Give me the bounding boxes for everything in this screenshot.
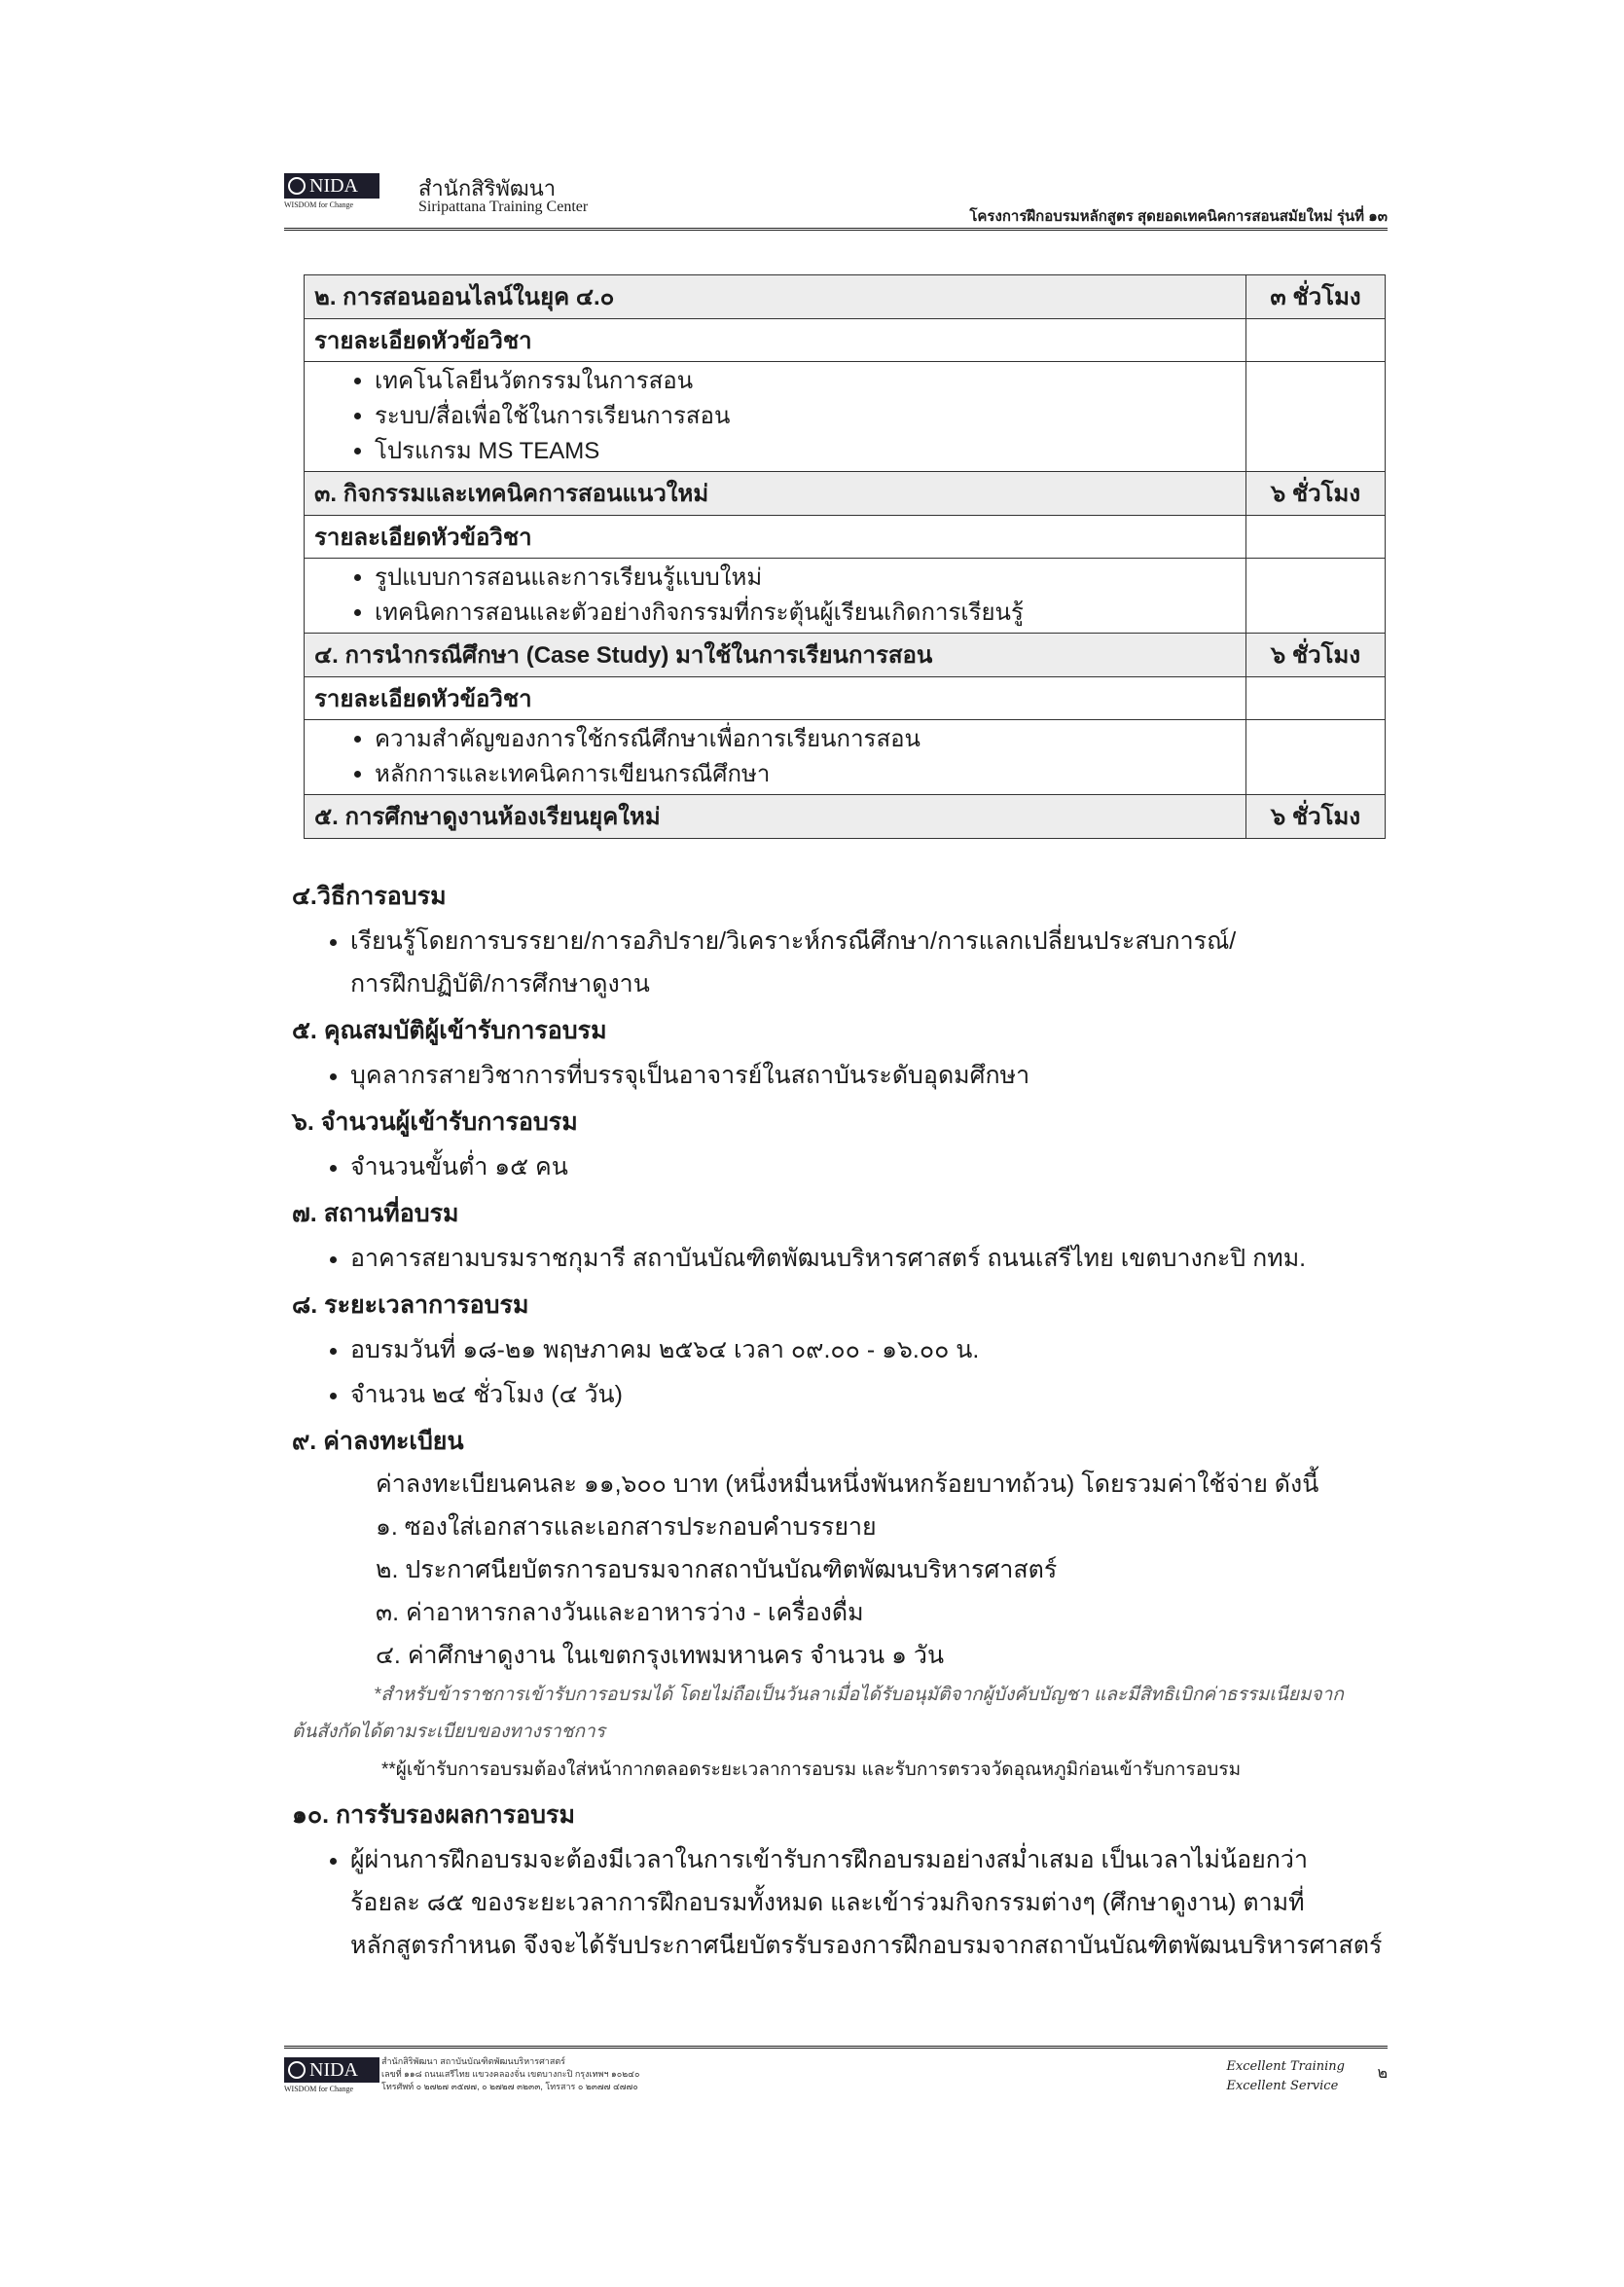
list-item: • อบรมวันที่ ๑๘-๒๑ พฤษภาคม ๒๕๖๔ เวลา ๐๙.๐๐ - ๑๖.๐๐ น. (350, 1328, 1401, 1371)
list-item: • บุคลากรสายวิชาการที่บรรจุเป็นอาจารย์ในสถาบันระดับอุดมศึกษา (350, 1054, 1401, 1097)
fee-item: ๒. ประกาศนียบัตรการอบรมจากสถาบันบัณฑิตพัฒนบริหารศาสตร์ (376, 1556, 1058, 1583)
section-venue-title: ๗. สถานที่อบรม (292, 1200, 459, 1227)
list-item: • ความสำคัญของการใช้กรณีศึกษาเพื่อการเรียนการสอน (375, 722, 1236, 757)
fee-note-government: *สำหรับข้าราชการเข้ารับการอบรมได้ โดยไม่ถือเป็นวันลาเมื่อได้รับอนุมัติจากผู้บังคับบัญชา และมีสิทธิเบิกค่าธรรมเนียมจาก ต้นสังกัดได้ตามระเบียบของทางราชการ (292, 1685, 1344, 1742)
logo-text: NIDA (309, 175, 358, 197)
fee-note-mask: **ผู้เข้ารับการอบรมต้องใส่หน้ากากตลอดระยะเวลาการอบรม และรับการตรวจวัดอุณหภูมิก่อนเข้ารับการอบรม (381, 1760, 1242, 1780)
detail-row (305, 677, 1386, 720)
list-item: • จำนวน ๒๔ ชั่วโมง (๔ วัน) (350, 1373, 1401, 1416)
module-hours: ๓ ชั่วโมง (1246, 275, 1386, 319)
module-title: ๓. กิจกรรมและเทคนิคการสอนแนวใหม่ (305, 472, 1246, 516)
list-item: • ผู้ผ่านการฝึกอบรมจะต้องมีเวลาในการเข้ารับการฝึกอบรมอย่างสม่ำเสมอ เป็นเวลาไม่น้อยกว่า ร้อยละ ๘๕ ของระยะเวลาการฝึกอบรมทั้งหมด และเข้าร่วมกิจกรรมต่างๆ (ศึกษาดูงาน) ตามที่ หลักสูตรกำหนด จึงจะได้รับประกาศนียบัตรรับรองการฝึกอบรมจากสถาบันบัณฑิตพัฒนบริหารศาสตร์ (350, 1838, 1401, 1967)
module-item-list (314, 561, 1236, 631)
section-training-method-title: ๔.วิธีการอบรม (292, 883, 447, 910)
module-title: ๒. การสอนออนไลน์ในยุค ๔.๐ (305, 275, 1246, 319)
items-row (305, 559, 1386, 634)
list-item: • รูปแบบการสอนและการเรียนรู้แบบใหม่ (375, 561, 1236, 596)
module-row (305, 472, 1386, 516)
nida-emblem-icon (288, 177, 306, 195)
project-title: โครงการฝึกอบรมหลักสูตร สุดยอดเทคนิคการสอนสมัยใหม่ รุ่นที่ ๑๓ (969, 208, 1388, 225)
section-fee-title: ๙. ค่าลงทะเบียน (292, 1428, 464, 1455)
items-row (305, 362, 1386, 472)
footer-nida-logo: NIDA (284, 2057, 379, 2083)
section-certification-title: ๑๐. การรับรองผลการอบรม (292, 1801, 575, 1829)
fee-item: ๓. ค่าอาหารกลางวันและอาหารว่าง - เครื่องดื่ม (376, 1599, 864, 1626)
footer-logo-tagline: WISDOM for Change (284, 2085, 354, 2093)
logo-tagline: WISDOM for Change (284, 200, 354, 209)
org-name-th: สำนักสิริพัฒนา (418, 176, 557, 200)
venue-list (292, 1237, 1401, 1280)
list-item: • จำนวนขั้นต่ำ ๑๕ คน (350, 1145, 1401, 1188)
module-hours: ๖ ชั่วโมง (1246, 634, 1386, 677)
training-method-list (292, 920, 1401, 1005)
detail-row (305, 516, 1386, 559)
module-row (305, 795, 1386, 839)
certification-list (292, 1838, 1401, 1967)
nida-emblem-icon (288, 2061, 306, 2079)
module-title: ๕. การศึกษาดูงานห้องเรียนยุคใหม่ (305, 795, 1246, 839)
qualification-list (292, 1054, 1401, 1097)
fee-intro: ค่าลงทะเบียนคนละ ๑๑,๖๐๐ บาท (หนึ่งหมื่นหนึ่งพันหกร้อยบาทถ้วน) โดยรวมค่าใช้จ่าย ดังนี้ (376, 1470, 1319, 1498)
module-item-list (314, 722, 1236, 792)
list-item: • เรียนรู้โดยการบรรยาย/การอภิปราย/วิเคราะห์กรณีศึกษา/การแลกเปลี่ยนประสบการณ์/ การฝึกปฏิบัติ/การศึกษาดูงาน (350, 920, 1401, 1005)
section-duration-title: ๘. ระยะเวลาการอบรม (292, 1291, 529, 1319)
list-item: • เทคนิคการสอนและตัวอย่างกิจกรรมที่กระตุ้นผู้เรียนเกิดการเรียนรู้ (375, 596, 1236, 631)
module-title: ๔. การนำกรณีศึกษา (Case Study) มาใช้ในการเรียนการสอน (305, 634, 1246, 677)
page-number: ๒ (1377, 2065, 1388, 2082)
section-participants-title: ๖. จำนวนผู้เข้ารับการอบรม (292, 1108, 578, 1136)
list-item: • เทคโนโลยีนวัตกรรมในการสอน (375, 364, 1236, 399)
detail-label: รายละเอียดหัวข้อวิชา (305, 516, 1246, 559)
list-item: • อาคารสยามบรมราชกุมารี สถาบันบัณฑิตพัฒนบริหารศาสตร์ ถนนเสรีไทย เขตบางกะปิ กทม. (350, 1237, 1401, 1280)
module-row (305, 634, 1386, 677)
section-qualification-title: ๕. คุณสมบัติผู้เข้ารับการอบรม (292, 1017, 607, 1044)
duration-list (292, 1328, 1401, 1416)
detail-label: รายละเอียดหัวข้อวิชา (305, 319, 1246, 362)
page-header (284, 171, 1388, 226)
footer-slogan: Excellent Training Excellent Service (1226, 2059, 1345, 2093)
fee-item: ๑. ซองใส่เอกสารและเอกสารประกอบคำบรรยาย (376, 1513, 877, 1541)
footer-divider (284, 2046, 1388, 2049)
module-hours: ๖ ชั่วโมง (1246, 472, 1386, 516)
detail-label: รายละเอียดหัวข้อวิชา (305, 677, 1246, 720)
module-item-list (314, 364, 1236, 469)
items-row (305, 720, 1386, 795)
detail-row (305, 319, 1386, 362)
fee-item: ๔. ค่าศึกษาดูงาน ในเขตกรุงเทพมหานคร จำนวน ๑ วัน (376, 1642, 945, 1669)
nida-logo (284, 173, 379, 199)
header-divider (284, 228, 1388, 231)
list-item: • ระบบ/สื่อเพื่อใช้ในการเรียนการสอน (375, 399, 1236, 434)
participants-list (292, 1145, 1401, 1188)
org-name-en: Siripattana Training Center (418, 199, 589, 215)
module-hours: ๖ ชั่วโมง (1246, 795, 1386, 839)
page-footer (284, 2055, 1388, 2094)
module-row (305, 275, 1386, 319)
course-table (304, 274, 1386, 839)
list-item: • หลักการและเทคนิคการเขียนกรณีศึกษา (375, 757, 1236, 792)
document-body (292, 871, 1401, 1969)
footer-address: สำนักสิริพัฒนา สถาบันบัณฑิตพัฒนบริหารศาสตร์ เลขที่ ๑๑๘ ถนนเสรีไทย แขวงคลองจั่น เขตบางกะปิ กรุงเทพฯ ๑๐๒๔๐ โทรศัพท์ ๐ ๒๗๒๗ ๓๕๗๗, ๐ ๒๗๒๗ ๓๒๓๓, โทรสาร ๐ ๒๓๗๗ ๔๗๗๐ (381, 2056, 640, 2091)
list-item: • โปรแกรม MS TEAMS (375, 434, 1236, 469)
